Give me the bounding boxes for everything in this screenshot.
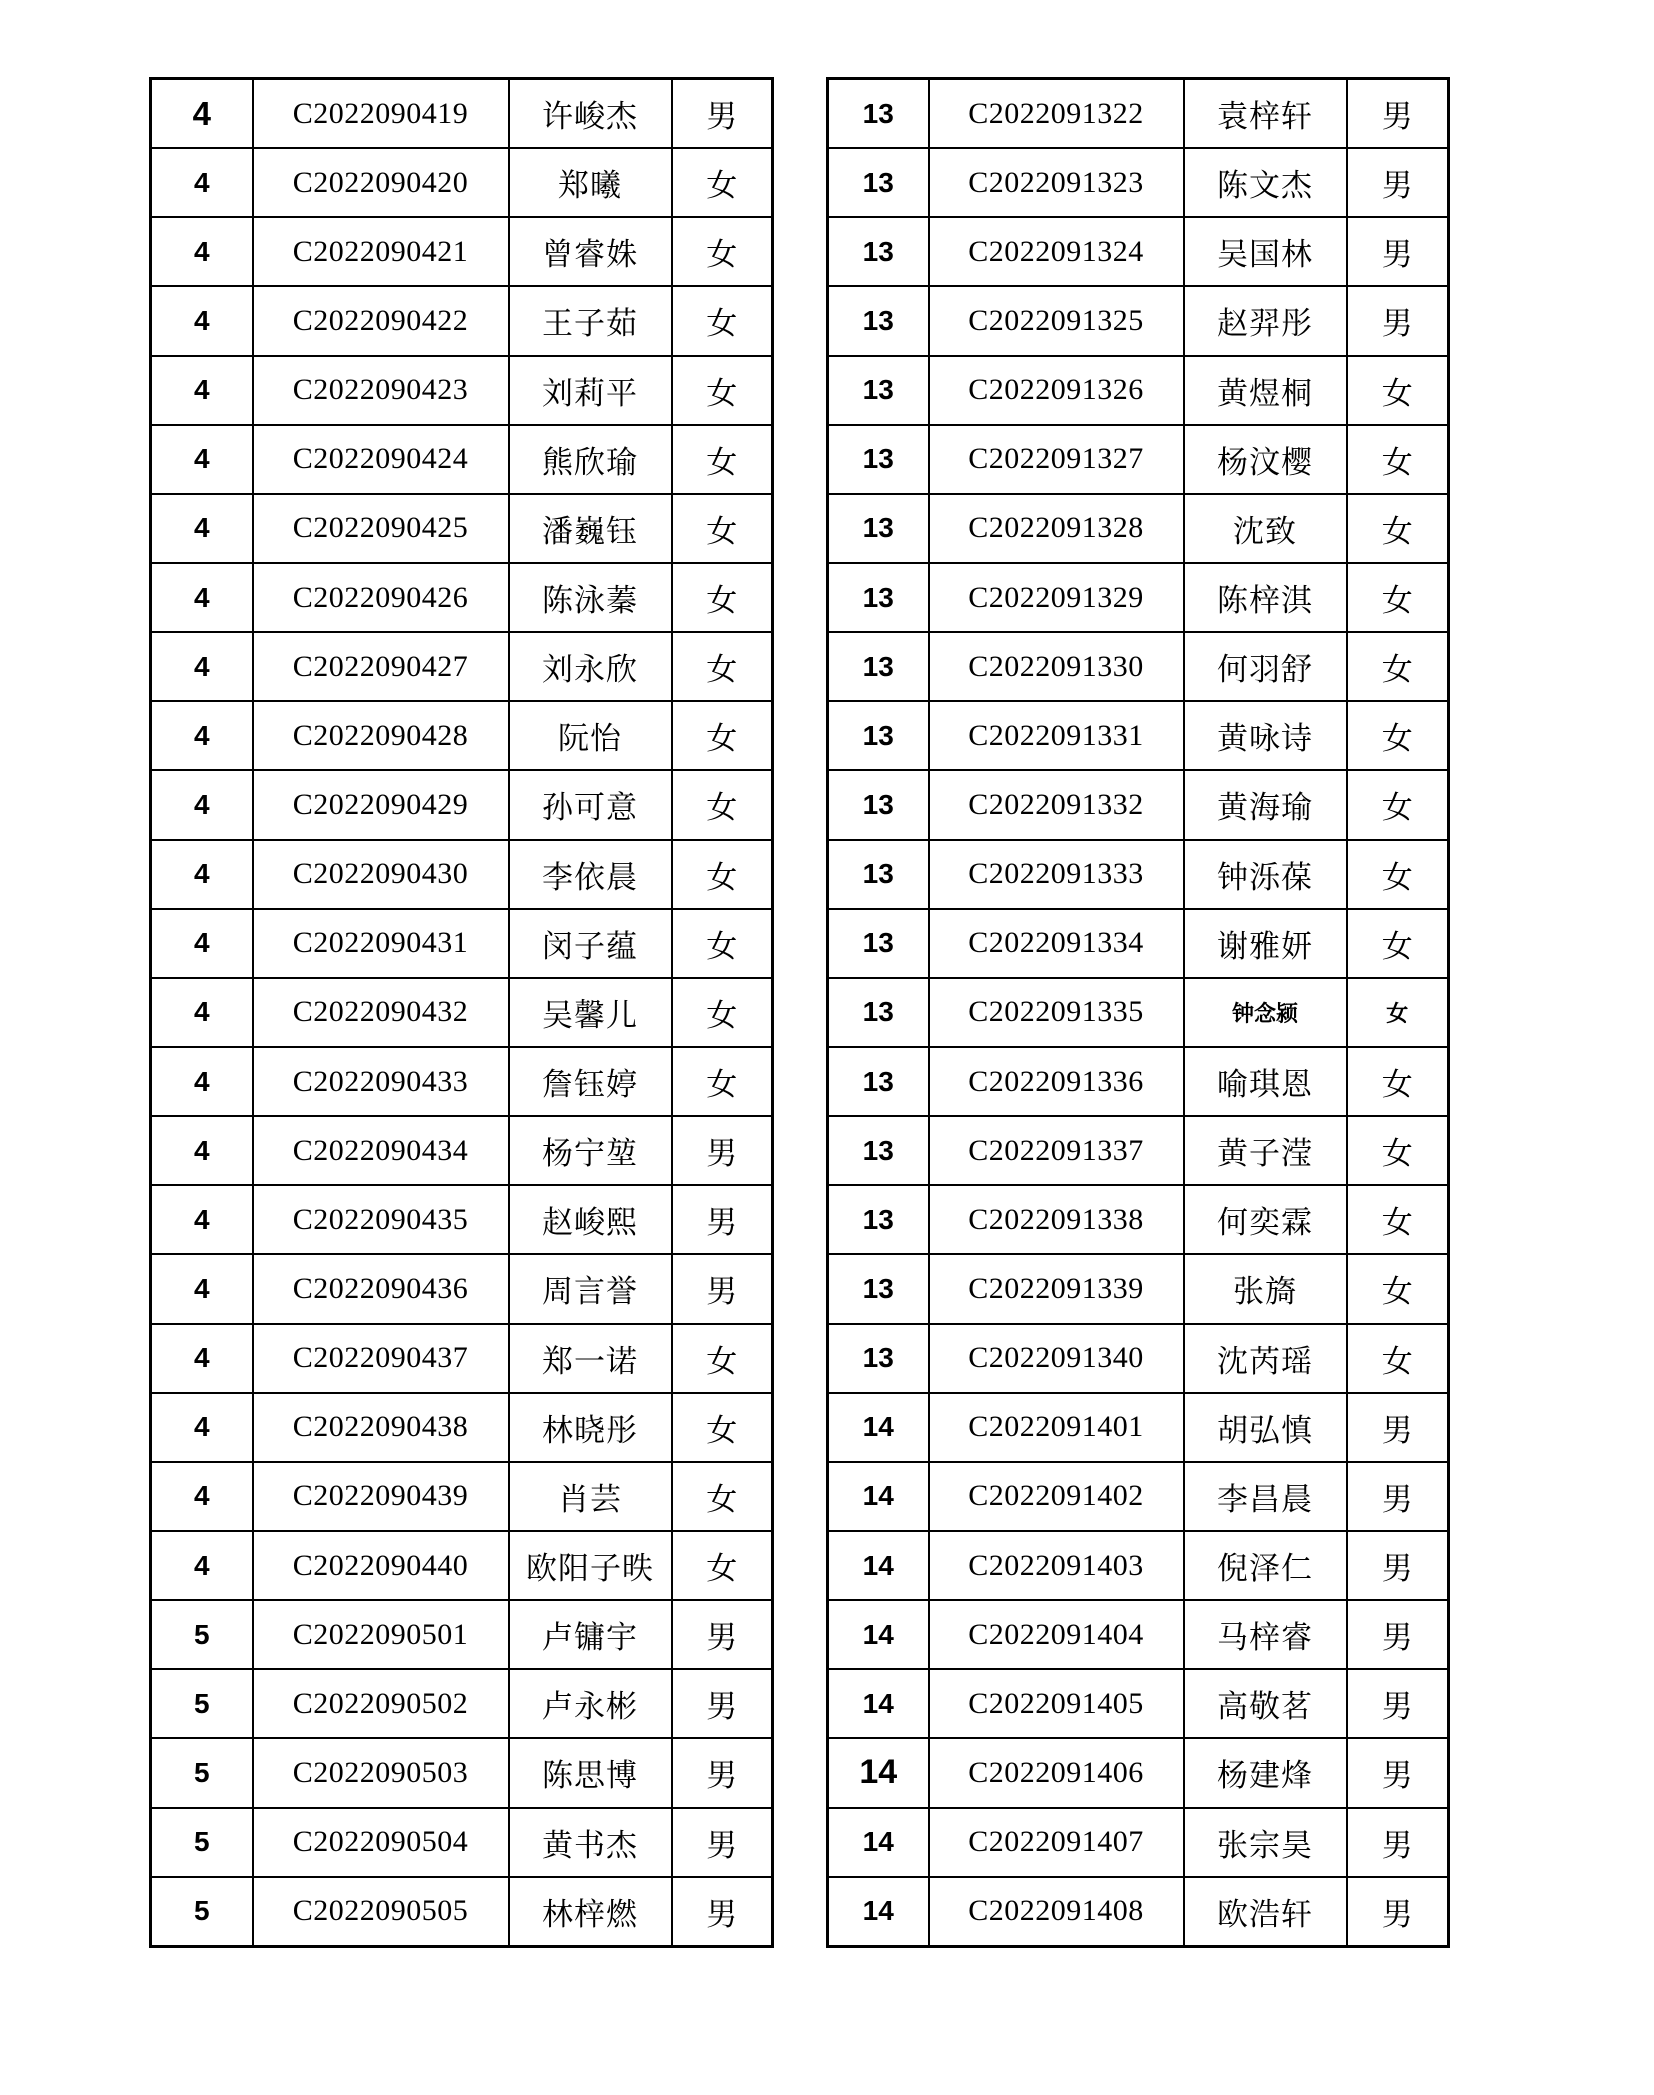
student-id-cell: C2022090433 [253,1047,509,1116]
class-number-cell: 4 [151,148,253,217]
student-name-cell: 沈芮瑶 [1184,1324,1347,1393]
student-name-cell: 陈思博 [509,1738,672,1807]
class-number-cell: 4 [151,909,253,978]
gender-cell: 男 [1347,1393,1449,1462]
student-id-cell: C2022090431 [253,909,509,978]
student-name-cell: 钟念颍 [1184,978,1347,1047]
gender-cell: 女 [672,1393,773,1462]
class-number-cell: 4 [151,217,253,286]
student-name-cell: 胡弘慎 [1184,1393,1347,1462]
table-row [828,1185,1449,1254]
student-id-cell: C2022090420 [253,148,509,217]
gender-cell: 女 [672,770,773,839]
table-row [828,217,1449,286]
gender-cell: 男 [1347,1600,1449,1669]
student-name-cell: 黄海瑜 [1184,770,1347,839]
gender-cell: 女 [672,701,773,770]
student-name-cell: 赵峻熙 [509,1185,672,1254]
gender-cell: 女 [672,909,773,978]
table-row [828,1462,1449,1531]
student-name-cell: 倪泽仁 [1184,1531,1347,1600]
student-id-cell: C2022090428 [253,701,509,770]
table-row [828,770,1449,839]
class-number-cell: 13 [828,79,929,149]
table-row [151,1600,773,1669]
table-row [151,1877,773,1947]
gender-cell: 女 [672,286,773,355]
student-id-cell: C2022091405 [929,1669,1184,1738]
student-name-cell: 陈梓淇 [1184,563,1347,632]
student-name-cell: 陈泳蓁 [509,563,672,632]
table-row [828,840,1449,909]
table-row [828,1393,1449,1462]
student-id-cell: C2022091340 [929,1324,1184,1393]
student-name-cell: 孙可意 [509,770,672,839]
gender-cell: 女 [672,494,773,563]
class-number-cell: 4 [151,1393,253,1462]
table-row [151,1393,773,1462]
student-name-cell: 许峻杰 [509,79,672,149]
student-id-cell: C2022090419 [253,79,509,149]
student-name-cell: 张旖 [1184,1254,1347,1323]
class-number-cell: 14 [828,1393,929,1462]
class-number-cell: 13 [828,494,929,563]
table-row [828,1600,1449,1669]
table-row [151,1324,773,1393]
student-name-cell: 钟泺葆 [1184,840,1347,909]
class-number-cell: 5 [151,1600,253,1669]
class-number-cell: 14 [828,1462,929,1531]
student-id-cell: C2022090427 [253,632,509,701]
student-id-cell: C2022091326 [929,356,1184,425]
student-name-cell: 马梓睿 [1184,1600,1347,1669]
table-row [828,563,1449,632]
student-name-cell: 郑一诺 [509,1324,672,1393]
left-roster-table [149,77,774,1948]
student-id-cell: C2022090426 [253,563,509,632]
table-row [151,1531,773,1600]
gender-cell: 女 [672,217,773,286]
right-roster-body [828,79,1449,1947]
class-number-cell: 4 [151,1531,253,1600]
gender-cell: 女 [672,425,773,494]
student-id-cell: C2022091337 [929,1116,1184,1185]
student-name-cell: 欧浩轩 [1184,1877,1347,1947]
class-number-cell: 5 [151,1669,253,1738]
table-row [151,1116,773,1185]
table-row [151,701,773,770]
class-number-cell: 13 [828,148,929,217]
table-row [151,840,773,909]
class-number-cell: 13 [828,909,929,978]
gender-cell: 女 [672,148,773,217]
student-name-cell: 熊欣瑜 [509,425,672,494]
class-number-cell: 5 [151,1808,253,1877]
student-name-cell: 刘永欣 [509,632,672,701]
student-id-cell: C2022091339 [929,1254,1184,1323]
class-number-cell: 4 [151,79,253,149]
student-id-cell: C2022090439 [253,1462,509,1531]
table-row [828,978,1449,1047]
student-name-cell: 黄子滢 [1184,1116,1347,1185]
table-row [828,1877,1449,1947]
student-id-cell: C2022091331 [929,701,1184,770]
class-number-cell: 4 [151,563,253,632]
student-name-cell: 杨宁堃 [509,1116,672,1185]
gender-cell: 女 [672,1531,773,1600]
gender-cell: 女 [1347,632,1449,701]
class-number-cell: 13 [828,1185,929,1254]
table-row [828,356,1449,425]
class-number-cell: 13 [828,632,929,701]
class-number-cell: 4 [151,1254,253,1323]
student-id-cell: C2022090502 [253,1669,509,1738]
table-row [828,1669,1449,1738]
student-id-cell: C2022090437 [253,1324,509,1393]
student-id-cell: C2022091330 [929,632,1184,701]
student-name-cell: 袁梓轩 [1184,79,1347,149]
table-row [151,770,773,839]
gender-cell: 女 [672,1462,773,1531]
class-number-cell: 13 [828,217,929,286]
student-id-cell: C2022091335 [929,978,1184,1047]
student-id-cell: C2022091334 [929,909,1184,978]
class-number-cell: 14 [828,1877,929,1947]
gender-cell: 女 [1347,909,1449,978]
student-name-cell: 李昌晨 [1184,1462,1347,1531]
table-row [828,1116,1449,1185]
student-id-cell: C2022091403 [929,1531,1184,1600]
gender-cell: 女 [1347,1047,1449,1116]
table-row [828,286,1449,355]
left-roster-body [151,79,773,1947]
class-number-cell: 13 [828,701,929,770]
gender-cell: 男 [672,1116,773,1185]
gender-cell: 女 [1347,425,1449,494]
gender-cell: 女 [672,1324,773,1393]
gender-cell: 女 [1347,563,1449,632]
gender-cell: 男 [1347,1531,1449,1600]
student-id-cell: C2022091404 [929,1600,1184,1669]
student-name-cell: 闵子蕴 [509,909,672,978]
gender-cell: 男 [672,1808,773,1877]
right-roster-table [826,77,1450,1948]
student-id-cell: C2022090424 [253,425,509,494]
student-id-cell: C2022090503 [253,1738,509,1807]
class-number-cell: 4 [151,1324,253,1393]
table-row [828,1324,1449,1393]
gender-cell: 女 [672,840,773,909]
table-row [151,1669,773,1738]
gender-cell: 女 [1347,840,1449,909]
class-number-cell: 4 [151,286,253,355]
class-number-cell: 13 [828,563,929,632]
student-id-cell: C2022090423 [253,356,509,425]
table-row [151,286,773,355]
student-name-cell: 肖芸 [509,1462,672,1531]
gender-cell: 男 [672,1877,773,1947]
student-name-cell: 杨建烽 [1184,1738,1347,1807]
student-id-cell: C2022090440 [253,1531,509,1600]
class-number-cell: 13 [828,286,929,355]
table-row [828,425,1449,494]
student-name-cell: 沈致 [1184,494,1347,563]
student-name-cell: 黄咏诗 [1184,701,1347,770]
student-id-cell: C2022091329 [929,563,1184,632]
student-id-cell: C2022090429 [253,770,509,839]
class-number-cell: 13 [828,840,929,909]
student-name-cell: 周言誉 [509,1254,672,1323]
student-id-cell: C2022090505 [253,1877,509,1947]
gender-cell: 男 [1347,1669,1449,1738]
gender-cell: 女 [672,356,773,425]
table-row [151,148,773,217]
class-number-cell: 4 [151,701,253,770]
table-row [151,356,773,425]
gender-cell: 女 [1347,1116,1449,1185]
table-row [828,1738,1449,1807]
table-row [828,1808,1449,1877]
table-row [151,632,773,701]
student-name-cell: 林梓燃 [509,1877,672,1947]
table-row [828,79,1449,149]
table-row [828,494,1449,563]
table-row [151,494,773,563]
student-name-cell: 吴馨儿 [509,978,672,1047]
gender-cell: 男 [1347,1462,1449,1531]
student-name-cell: 卢永彬 [509,1669,672,1738]
class-number-cell: 13 [828,425,929,494]
table-row [828,701,1449,770]
student-name-cell: 何羽舒 [1184,632,1347,701]
student-name-cell: 张宗昊 [1184,1808,1347,1877]
student-name-cell: 黄煜桐 [1184,356,1347,425]
gender-cell: 男 [672,1669,773,1738]
class-number-cell: 13 [828,978,929,1047]
student-id-cell: C2022091322 [929,79,1184,149]
class-number-cell: 14 [828,1808,929,1877]
student-id-cell: C2022091333 [929,840,1184,909]
table-row [151,1738,773,1807]
student-id-cell: C2022090422 [253,286,509,355]
class-number-cell: 13 [828,1047,929,1116]
table-row [828,909,1449,978]
class-number-cell: 4 [151,1185,253,1254]
gender-cell: 男 [1347,1738,1449,1807]
student-id-cell: C2022090430 [253,840,509,909]
class-number-cell: 13 [828,1254,929,1323]
class-number-cell: 4 [151,494,253,563]
gender-cell: 女 [672,978,773,1047]
gender-cell: 男 [672,79,773,149]
table-row [151,79,773,149]
class-number-cell: 4 [151,978,253,1047]
student-name-cell: 陈文杰 [1184,148,1347,217]
table-row [151,217,773,286]
gender-cell: 男 [1347,1877,1449,1947]
class-number-cell: 5 [151,1738,253,1807]
student-id-cell: C2022090436 [253,1254,509,1323]
student-name-cell: 杨汶樱 [1184,425,1347,494]
table-row [151,1808,773,1877]
table-row [828,1254,1449,1323]
student-name-cell: 阮怡 [509,701,672,770]
gender-cell: 女 [672,563,773,632]
class-number-cell: 13 [828,770,929,839]
student-name-cell: 郑曦 [509,148,672,217]
class-number-cell: 4 [151,1116,253,1185]
table-row [151,909,773,978]
student-id-cell: C2022090425 [253,494,509,563]
student-id-cell: C2022091401 [929,1393,1184,1462]
student-name-cell: 潘巍钰 [509,494,672,563]
class-number-cell: 4 [151,840,253,909]
student-id-cell: C2022091406 [929,1738,1184,1807]
student-name-cell: 赵羿彤 [1184,286,1347,355]
gender-cell: 男 [1347,148,1449,217]
table-row [828,1047,1449,1116]
gender-cell: 男 [1347,286,1449,355]
gender-cell: 男 [1347,79,1449,149]
gender-cell: 女 [1347,701,1449,770]
class-number-cell: 4 [151,425,253,494]
table-row [828,632,1449,701]
student-id-cell: C2022090432 [253,978,509,1047]
student-id-cell: C2022091408 [929,1877,1184,1947]
class-number-cell: 14 [828,1738,929,1807]
student-name-cell: 何奕霖 [1184,1185,1347,1254]
student-id-cell: C2022091325 [929,286,1184,355]
table-row [151,425,773,494]
gender-cell: 女 [1347,494,1449,563]
gender-cell: 女 [1347,1254,1449,1323]
student-id-cell: C2022090501 [253,1600,509,1669]
student-name-cell: 李依晨 [509,840,672,909]
table-row [151,563,773,632]
student-id-cell: C2022090435 [253,1185,509,1254]
class-number-cell: 4 [151,770,253,839]
table-row [151,1047,773,1116]
student-name-cell: 谢雅妍 [1184,909,1347,978]
student-name-cell: 欧阳子昳 [509,1531,672,1600]
class-number-cell: 13 [828,1324,929,1393]
gender-cell: 男 [1347,1808,1449,1877]
student-name-cell: 高敬茗 [1184,1669,1347,1738]
gender-cell: 女 [1347,770,1449,839]
student-id-cell: C2022090421 [253,217,509,286]
table-row [151,1254,773,1323]
student-name-cell: 黄书杰 [509,1808,672,1877]
gender-cell: 男 [672,1738,773,1807]
gender-cell: 女 [1347,356,1449,425]
gender-cell: 男 [672,1185,773,1254]
class-number-cell: 5 [151,1877,253,1947]
class-number-cell: 4 [151,632,253,701]
table-row [151,1185,773,1254]
student-name-cell: 喻琪恩 [1184,1047,1347,1116]
class-number-cell: 4 [151,1047,253,1116]
gender-cell: 女 [1347,978,1449,1047]
table-row [151,978,773,1047]
class-number-cell: 14 [828,1600,929,1669]
table-row [828,1531,1449,1600]
gender-cell: 女 [1347,1185,1449,1254]
gender-cell: 男 [672,1254,773,1323]
student-id-cell: C2022091323 [929,148,1184,217]
student-id-cell: C2022091332 [929,770,1184,839]
student-id-cell: C2022090504 [253,1808,509,1877]
class-number-cell: 4 [151,356,253,425]
student-id-cell: C2022090434 [253,1116,509,1185]
gender-cell: 男 [672,1600,773,1669]
class-number-cell: 4 [151,1462,253,1531]
student-id-cell: C2022091327 [929,425,1184,494]
student-name-cell: 刘莉平 [509,356,672,425]
table-row [828,148,1449,217]
student-id-cell: C2022091328 [929,494,1184,563]
class-number-cell: 13 [828,1116,929,1185]
student-id-cell: C2022091336 [929,1047,1184,1116]
table-row [151,1462,773,1531]
student-name-cell: 林晓彤 [509,1393,672,1462]
student-id-cell: C2022090438 [253,1393,509,1462]
gender-cell: 女 [672,632,773,701]
gender-cell: 男 [1347,217,1449,286]
student-id-cell: C2022091338 [929,1185,1184,1254]
student-name-cell: 吴国林 [1184,217,1347,286]
gender-cell: 女 [672,1047,773,1116]
student-id-cell: C2022091407 [929,1808,1184,1877]
class-number-cell: 13 [828,356,929,425]
class-number-cell: 14 [828,1669,929,1738]
class-number-cell: 14 [828,1531,929,1600]
student-name-cell: 卢镛宇 [509,1600,672,1669]
student-id-cell: C2022091324 [929,217,1184,286]
student-name-cell: 曾睿姝 [509,217,672,286]
student-name-cell: 王子茹 [509,286,672,355]
student-id-cell: C2022091402 [929,1462,1184,1531]
gender-cell: 女 [1347,1324,1449,1393]
student-name-cell: 詹钰婷 [509,1047,672,1116]
